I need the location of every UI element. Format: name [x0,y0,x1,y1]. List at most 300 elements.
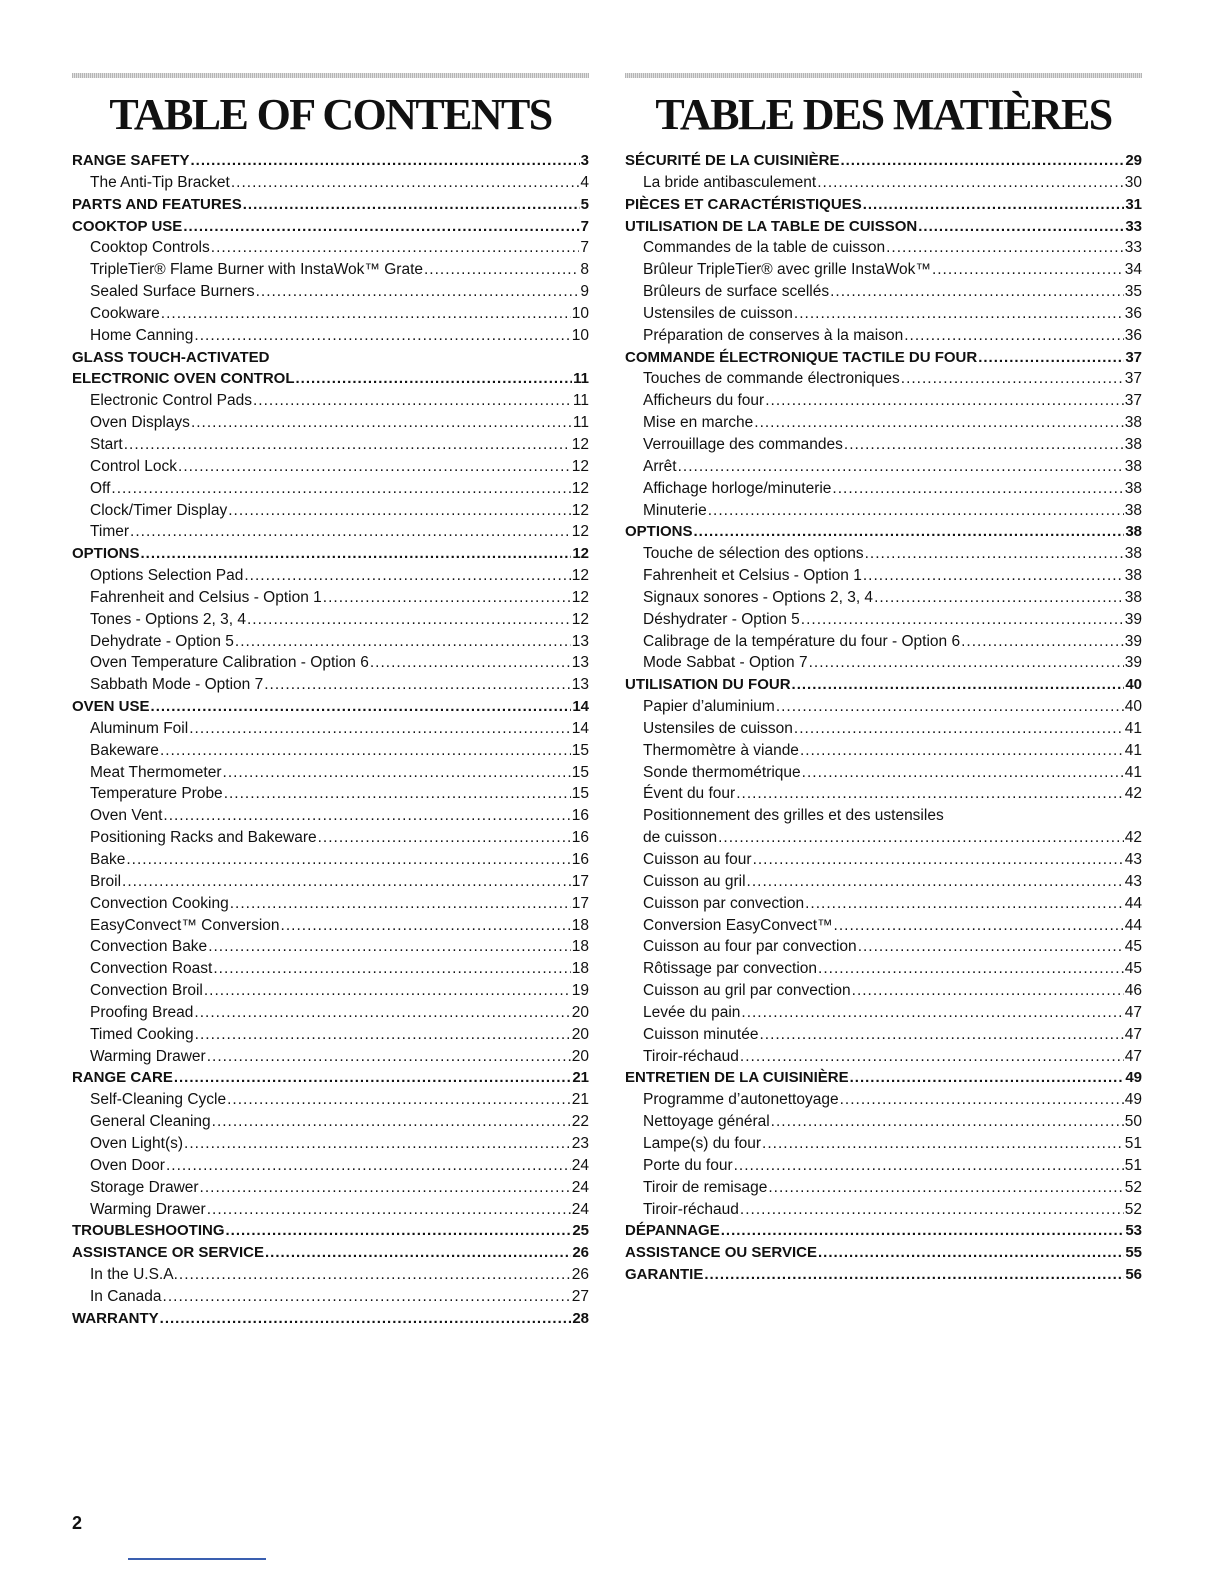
toc-entry[interactable] [625,368,1142,390]
toc-entry[interactable] [72,456,589,478]
toc-entry-label: Rôtissage par convection [643,960,818,978]
toc-entry[interactable] [625,587,1142,609]
toc-entry[interactable] [625,1024,1142,1046]
dot-leader [776,696,1124,718]
toc-entry[interactable] [625,1177,1142,1199]
dot-leader [296,368,573,390]
toc-entry-page: 15 [571,763,589,781]
toc-entry[interactable] [72,980,589,1002]
dot-leader [765,390,1124,412]
toc-entry-page: 30 [1124,173,1142,191]
toc-entry-page: 31 [1125,195,1142,213]
dot-leader [844,434,1124,456]
toc-entry[interactable] [625,958,1142,980]
dot-leader [886,237,1124,259]
toc-entry-label: Nettoyage général [643,1113,770,1131]
dot-leader [801,609,1124,631]
toc-entry[interactable] [625,194,1142,216]
toc-entry[interactable] [72,1286,589,1308]
toc-entry[interactable] [625,740,1142,762]
toc-entry-label: Verrouillage des commandes [643,435,843,453]
toc-entry[interactable] [625,631,1142,653]
toc-entry[interactable] [72,390,589,412]
toc-entry[interactable] [625,980,1142,1002]
dot-leader [323,587,571,609]
toc-entry[interactable] [625,434,1142,456]
dot-leader [228,500,571,522]
toc-entry-page: 14 [572,698,589,716]
toc-entry[interactable] [625,696,1142,718]
toc-entry[interactable] [625,609,1142,631]
toc-entry-page: 16 [571,851,589,868]
toc-entry[interactable] [72,150,589,172]
toc-entry-label: Options Selection Pad [90,567,244,585]
toc-entry[interactable] [72,936,589,958]
toc-entry-page: 12 [571,567,589,585]
toc-title: TABLE DES MATIÈRES [655,90,1112,139]
dot-leader [184,1133,571,1155]
toc-entry-label: Porte du four [643,1156,733,1174]
dot-leader [179,1264,571,1286]
toc-entry[interactable] [625,1133,1142,1155]
toc-entry-label: Sonde thermométrique [643,763,801,781]
toc-entry-label: Aluminum Foil [90,719,189,737]
toc-entry-page: 21 [571,1091,589,1109]
toc-entry-page: 8 [580,261,589,279]
dot-leader [736,783,1124,805]
toc-entry[interactable] [72,172,589,194]
toc-entry-page: 38 [1124,501,1142,519]
toc-entry-page: 12 [571,457,589,475]
toc-entry[interactable] [72,543,589,565]
toc-entry-label: Oven Vent [90,807,163,825]
toc-entry-page: 40 [1124,698,1142,716]
toc-entry[interactable] [72,1308,589,1330]
toc-entry[interactable] [625,936,1142,958]
toc-entry[interactable] [625,718,1142,740]
dot-leader [794,718,1124,740]
toc-entry-page: 18 [571,916,589,934]
toc-entry-label: Warming Drawer [90,1047,206,1065]
toc-entry-page: 24 [571,1178,589,1196]
toc-entry[interactable] [625,915,1142,937]
toc-entry-label: Mise en marche [643,414,754,432]
dot-leader [130,521,571,543]
toc-entry-label: ASSISTANCE OR SERVICE [72,1244,264,1262]
toc-entry-page: 38 [1125,523,1142,541]
toc-entry[interactable] [72,1024,589,1046]
dot-leader [178,456,571,478]
dot-leader [213,958,570,980]
toc-entry-label: Electronic Control Pads [90,392,252,410]
dot-leader [818,958,1124,980]
toc-entry-page: 40 [1125,676,1142,694]
dot-leader [809,652,1124,674]
toc-entry-label: RANGE SAFETY [72,152,190,169]
dot-leader [708,500,1124,522]
toc-entry-page: 35 [1124,283,1142,301]
dot-leader [721,1220,1125,1242]
dot-leader [852,980,1124,1002]
dot-leader [163,805,570,827]
toc-entry[interactable] [72,412,589,434]
toc-entry[interactable] [72,805,589,827]
dot-leader [230,893,571,915]
toc-entry[interactable] [72,434,589,456]
toc-entry[interactable] [72,1242,589,1264]
dot-leader [224,783,571,805]
toc-entry[interactable] [625,216,1142,238]
dot-leader [794,303,1124,325]
toc-entry-label: Préparation de conserves à la maison [643,326,904,344]
dot-leader [771,1111,1124,1133]
toc-entry[interactable] [625,652,1142,674]
toc-entry-page: 17 [571,872,589,890]
toc-entry-page: 38 [1124,414,1142,432]
toc-entry[interactable] [72,631,589,653]
toc-entry-label: Cookware [90,304,160,322]
toc-entry[interactable] [72,1089,589,1111]
toc-entry[interactable] [72,762,589,784]
toc-entry[interactable] [72,1199,589,1221]
toc-entry-page: 47 [1124,1003,1142,1021]
toc-heading-line: GLASS TOUCH-ACTIVATED [72,348,270,366]
toc-entry-label: Thermomètre à viande [643,741,799,759]
toc-entry-page: 24 [571,1200,589,1218]
toc-entry[interactable] [625,674,1142,696]
toc-entry-page: 7 [580,217,589,235]
toc-entry-label: OPTIONS [625,523,693,541]
toc-entry[interactable] [625,347,1142,369]
toc-entry[interactable] [625,871,1142,893]
toc-entry[interactable] [625,1220,1142,1242]
dot-leader [978,347,1124,369]
toc-entry-label: Cooktop Controls [90,239,210,257]
dot-leader [370,652,571,674]
dot-leader [211,237,580,259]
toc-entry-page: 56 [1125,1266,1142,1284]
toc-entry-page: 20 [571,1047,589,1065]
toc-entry-label: EasyConvect™ Conversion [90,916,280,934]
toc-entry-label: Oven Door [90,1156,165,1174]
toc-entry[interactable] [72,281,589,303]
dot-leader [189,718,571,740]
toc-entry-page: 16 [571,829,589,847]
dot-leader [832,478,1123,500]
toc-entry[interactable] [72,368,589,390]
toc-entry-page: 10 [571,326,589,344]
toc-entry[interactable] [72,216,589,238]
toc-entry[interactable] [72,915,589,937]
dot-leader [195,1024,571,1046]
toc-entry-page: 12 [571,588,589,606]
toc-entry-label: Cuisson au four par convection [643,938,857,956]
toc-entry-page: 41 [1124,719,1142,737]
toc-entry-page: 36 [1124,304,1142,322]
toc-entry-page: 52 [1124,1200,1142,1218]
toc-entry[interactable] [72,718,589,740]
toc-entry-label: Control Lock [90,457,178,475]
toc-entry-page: 11 [572,392,589,410]
dot-leader [160,1308,572,1330]
toc-entry-page: 38 [1124,588,1142,606]
toc-entry[interactable] [625,1002,1142,1024]
dot-leader [753,849,1124,871]
toc-entry[interactable] [625,565,1142,587]
toc-entry[interactable] [625,1264,1142,1286]
toc-entry-page: 16 [571,807,589,825]
toc-entry-page: 38 [1124,435,1142,453]
dot-leader [243,194,580,216]
toc-entry-page: 9 [580,283,589,301]
toc-entry[interactable] [72,1155,589,1177]
toc-entry-label: Programme d’autonettoyage [643,1091,839,1109]
toc-entry[interactable] [625,1199,1142,1221]
dot-leader [932,259,1124,281]
footer-line [128,1558,266,1560]
toc-entry-page: 18 [571,960,589,978]
toc-entry[interactable] [72,500,589,522]
toc-entry[interactable] [72,740,589,762]
toc-entry-label: Commandes de la table de cuisson [643,239,886,257]
toc-entry[interactable] [625,762,1142,784]
dot-leader [281,915,571,937]
toc-entry[interactable] [72,609,589,631]
toc-entry-label: Ustensiles de cuisson [643,719,793,737]
toc-entry[interactable] [72,194,589,216]
toc-entry-page: 12 [571,501,589,519]
toc-entry-label: Conversion EasyConvect™ [643,916,833,934]
toc-entry[interactable] [72,1111,589,1133]
toc-entry-label: Home Canning [90,326,194,344]
dot-leader [265,1242,571,1264]
toc-entry-line: Positionnement des grilles et des ustensiles [643,807,944,825]
toc-entry[interactable] [625,478,1142,500]
dot-leader [208,936,571,958]
toc-entry[interactable] [72,565,589,587]
toc-entry-page: 3 [580,152,589,169]
toc-entry[interactable] [625,456,1142,478]
toc-entry-page: 43 [1124,872,1142,890]
toc-title: TABLE OF CONTENTS [109,90,552,139]
toc-entry[interactable] [72,521,589,543]
toc-entry[interactable] [625,281,1142,303]
dot-leader [244,565,570,587]
toc-entry-page: 15 [571,785,589,803]
toc-entry-label: PIÈCES ET CARACTÉRISTIQUES [625,195,862,213]
dot-leader [253,390,572,412]
toc-entry-label: Cuisson au gril par convection [643,982,851,1000]
toc-entry[interactable] [72,303,589,325]
toc-entry[interactable] [625,1242,1142,1264]
toc-entry[interactable] [625,893,1142,915]
dot-leader [741,1002,1123,1024]
toc-entry[interactable] [72,652,589,674]
toc-entry-page: 50 [1124,1113,1142,1131]
toc-entry[interactable] [625,303,1142,325]
toc-entry-label: Déshydrater - Option 5 [643,610,800,628]
toc-entry-page: 11 [572,414,589,432]
toc-entry-page: 41 [1124,741,1142,759]
toc-entry-label: Storage Drawer [90,1178,199,1196]
dot-leader [204,980,571,1002]
dot-leader [740,1199,1124,1221]
dot-leader [918,216,1124,238]
toc-entry-page: 53 [1125,1222,1142,1240]
toc-entry-page: 41 [1124,763,1142,781]
dot-leader [200,1177,571,1199]
toc-entry[interactable] [625,325,1142,347]
toc-entry[interactable] [72,1177,589,1199]
toc-entry[interactable] [72,871,589,893]
toc-entry[interactable] [625,543,1142,565]
toc-entry[interactable] [625,412,1142,434]
toc-entry[interactable] [625,1067,1142,1089]
toc-entry[interactable] [625,521,1142,543]
toc-entry[interactable] [72,325,589,347]
toc-entry[interactable] [625,500,1142,522]
toc-entry-page: 51 [1124,1156,1142,1174]
dot-leader [904,325,1124,347]
toc-entry[interactable] [72,478,589,500]
dot-leader [264,674,571,696]
toc-entry[interactable] [72,1264,589,1286]
toc-entry-label: Broil [90,872,122,890]
toc-entry-label: Oven Displays [90,414,190,432]
dot-leader [747,871,1124,893]
toc-entry[interactable] [72,827,589,849]
toc-entry-label: Brûleurs de surface scellés [643,283,830,301]
toc-entry-page: 21 [572,1069,589,1087]
dot-leader [762,1133,1124,1155]
toc-entry[interactable] [625,150,1142,172]
toc-entry-label: In Canada [90,1287,162,1305]
dot-leader [759,1024,1123,1046]
toc-entry-page: 52 [1124,1178,1142,1196]
toc-entry-label: RANGE CARE [72,1069,173,1087]
toc-entry-page: 7 [580,239,589,257]
toc-entry-page: 19 [571,982,589,1000]
toc-entry[interactable] [625,1111,1142,1133]
toc-entry[interactable] [72,958,589,980]
toc-entry[interactable] [625,259,1142,281]
dot-leader [424,259,579,281]
toc-entry-page: 12 [571,435,589,453]
toc-entry-page: 46 [1124,982,1142,1000]
toc-entry-label: Fahrenheit and Celsius - Option 1 [90,588,322,606]
toc-entry[interactable] [72,893,589,915]
toc-entry[interactable] [72,1220,589,1242]
toc-entry[interactable] [72,587,589,609]
dot-leader [818,1242,1124,1264]
dot-leader [122,871,571,893]
toc-entry[interactable] [72,1133,589,1155]
toc-entry-label: Sealed Surface Burners [90,283,255,301]
toc-entry-label: Bake [90,851,126,868]
dot-leader [830,281,1124,303]
toc-entry-label: Meat Thermometer [90,763,222,781]
toc-entry-label: Tones - Options 2, 3, 4 [90,610,246,628]
toc-entry-label: ELECTRONIC OVEN CONTROL [72,370,295,388]
toc-entry-label: Arrêt [643,457,677,475]
dot-leader [318,827,571,849]
toc-entry-label: Temperature Probe [90,785,223,803]
dot-leader [111,478,570,500]
top-rule [72,73,589,78]
toc-entry[interactable] [625,237,1142,259]
toc-entry[interactable] [72,1046,589,1068]
toc-entry[interactable] [72,783,589,805]
dot-leader [191,150,580,172]
toc-entry[interactable] [72,849,589,871]
toc-entry-page: 12 [571,523,589,541]
toc-entry[interactable] [72,674,589,696]
dot-leader [160,740,571,762]
dot-leader [212,1111,571,1133]
toc-entry-label: Timed Cooking [90,1025,194,1043]
toc-entry[interactable] [72,259,589,281]
toc-entry-label: Oven Temperature Calibration - Option 6 [90,654,369,672]
toc-entry[interactable] [625,172,1142,194]
toc-entry-label: Papier d’aluminium [643,698,775,716]
dot-leader [163,1286,571,1308]
toc-entry[interactable] [72,237,589,259]
dot-leader [850,1067,1125,1089]
toc-entry[interactable] [625,390,1142,412]
dot-leader [768,1177,1123,1199]
dot-leader [166,1155,571,1177]
toc-entry[interactable] [72,1002,589,1024]
toc-entry-label: Tiroir de remisage [643,1178,768,1196]
toc-entry[interactable] [72,696,589,718]
toc-entry-label: PARTS AND FEATURES [72,195,242,213]
toc-entry[interactable] [72,1067,589,1089]
toc-entry-label: GARANTIE [625,1266,704,1284]
toc-entry-page: 11 [573,370,589,388]
toc-entry-label: Évent du four [643,785,736,803]
top-rule [625,73,1142,78]
toc-entry-page: 20 [571,1025,589,1043]
toc-entry-page: 26 [571,1266,589,1284]
dot-leader [805,893,1124,915]
toc-entry-page: 38 [1124,545,1142,563]
dot-leader [817,172,1124,194]
toc-entry-page: 47 [1124,1025,1142,1043]
toc-entry-page: 33 [1124,239,1142,257]
toc-entry-page: 14 [571,719,589,737]
toc-entry-page: 29 [1125,152,1142,169]
toc-entry[interactable] [625,827,1142,849]
toc-entry-label: Oven Light(s) [90,1134,184,1152]
toc-entry[interactable] [625,849,1142,871]
toc-entry[interactable] [625,783,1142,805]
toc-entry-label: Touches de commande électroniques [643,370,900,388]
dot-leader [194,325,570,347]
toc-entry-label: The Anti-Tip Bracket [90,173,230,191]
toc-entry-label: TripleTier® Flame Burner with InstaWok™ Grate [90,261,423,279]
toc-entry-label: TROUBLESHOOTING [72,1222,225,1240]
toc-entry-label: DÉPANNAGE [625,1222,720,1240]
dot-leader [740,1046,1124,1068]
toc-entry-label: ENTRETIEN DE LA CUISINIÈRE [625,1069,849,1087]
toc-entry-page: 38 [1124,457,1142,475]
toc-entry-label: Start [90,435,123,453]
toc-entry[interactable] [625,1046,1142,1068]
toc-entry[interactable] [625,1089,1142,1111]
dot-leader [840,1089,1124,1111]
toc-entry-label: Convection Roast [90,960,213,978]
toc-entry[interactable] [625,1155,1142,1177]
